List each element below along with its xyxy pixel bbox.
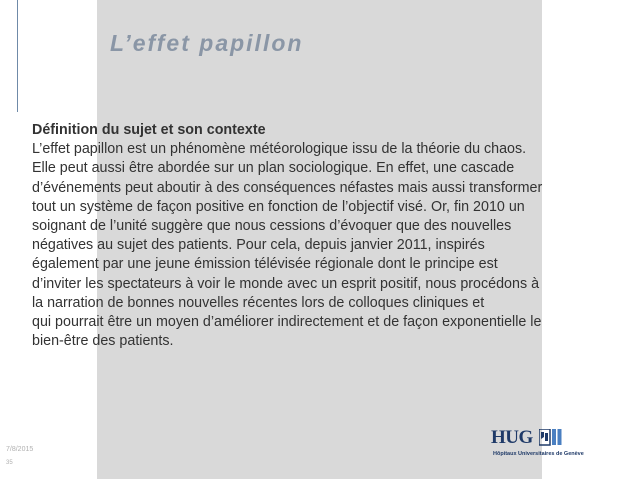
body-line: tout un système de façon positive en fonction de l’objectif visé. Or, fin 2010 un bbox=[32, 198, 525, 215]
left-divider-line bbox=[17, 0, 18, 112]
body-line: qui pourrait être un moyen d’améliorer indirectement et de façon exponentielle le bbox=[32, 314, 542, 331]
hug-logo bbox=[491, 427, 611, 469]
body-line: L’effet papillon est un phénomène météorologique issu de la théorie du chaos. bbox=[32, 141, 527, 158]
body-line: Elle peut aussi être abordée sur un plan sociologique. En effet, une cascade bbox=[32, 160, 515, 177]
logo-subtitle: Hôpitaux Universitaires de Genève bbox=[493, 451, 584, 457]
geneva-coat-of-arms-icon bbox=[539, 429, 563, 447]
body-line: négatives au sujet des patients. Pour cela, depuis janvier 2011, inspirés bbox=[32, 237, 485, 254]
body-line: d’inviter les spectateurs à voir le monde avec un esprit positif, nous procédons à bbox=[32, 275, 540, 292]
logo-wordmark: HUG bbox=[491, 427, 533, 448]
body-line: également par une jeune émission télévisée régionale dont le principe est bbox=[32, 256, 498, 273]
footer-page-number: 35 bbox=[6, 460, 13, 466]
body-line: soignant de l’unité suggère que nous cessions d’évoquer que des nouvelles bbox=[32, 218, 512, 235]
slide-body bbox=[32, 121, 607, 351]
body-line: bien-être des patients. bbox=[32, 333, 174, 350]
section-heading: Définition du sujet et son contexte bbox=[32, 122, 266, 138]
footer-date: 7/8/2015 bbox=[6, 446, 34, 453]
body-line: d’événements peut aboutir à des conséquences néfastes mais aussi transformer bbox=[32, 179, 543, 196]
body-line: la narration de bonnes nouvelles récentes lors de colloques cliniques et bbox=[32, 294, 485, 311]
slide-title: L’effet papillon bbox=[110, 30, 304, 56]
